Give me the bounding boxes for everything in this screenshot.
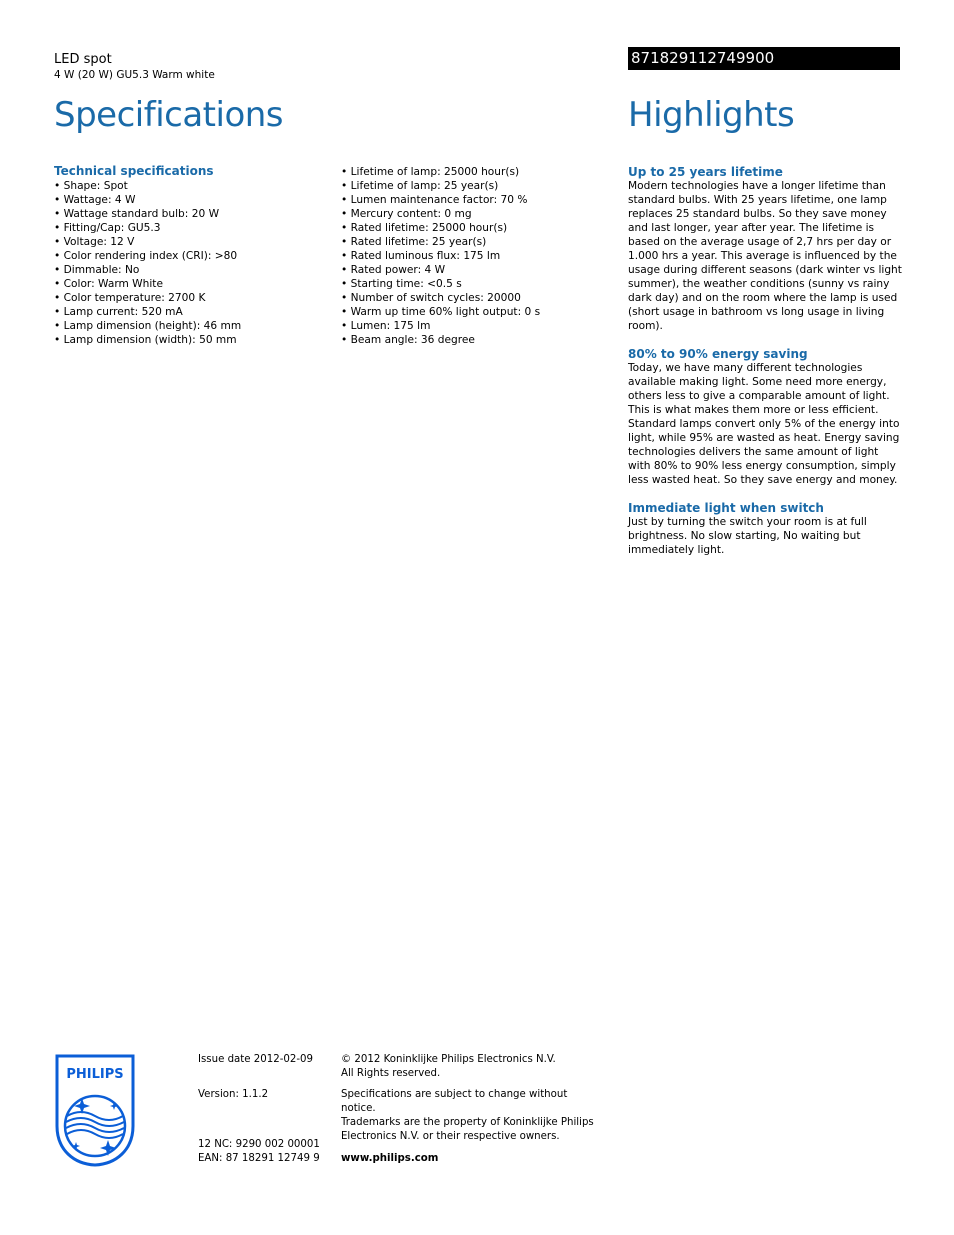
highlight-body: Modern technologies have a longer lifetime than standard bulbs. With 25 years lifetime, one lamp replaces 25 standard bulbs. So they save money and last longer, year after year. The lifetime is based on the average usage of 2,7 hrs per day or 1.000 hrs a year. This average is influenced by the usage during different seasons (dark winter vs light summer), the weather conditions (sunny vs rainy dark day) and on the room where the lamp is used (short usage in bathroom vs long usage in living room). [628, 180, 902, 332]
spec-item: • Mercury content: 0 mg [341, 207, 540, 221]
spec-item: • Rated power: 4 W [341, 263, 540, 277]
product-code-bar: 871829112749900 [628, 47, 900, 70]
copyright-block [341, 1053, 556, 1081]
product-identifiers [198, 1138, 320, 1166]
product-subtitle: 4 W (20 W) GU5.3 Warm white [54, 69, 215, 81]
spec-column-left [54, 164, 241, 347]
spec-item: • Lumen maintenance factor: 70 % [341, 193, 540, 207]
copyright: © 2012 Koninklijke Philips Electronics N.V. [341, 1054, 556, 1065]
spec-list-right [341, 165, 540, 347]
notice-line-2: Trademarks are the property of Koninklijke Philips [341, 1117, 594, 1128]
highlight-body: Just by turning the switch your room is at full brightness. No slow starting, No waiting but immediately light. [628, 516, 867, 556]
spec-item: • Lamp dimension (width): 50 mm [54, 333, 241, 347]
spec-item: • Color: Warm White [54, 277, 241, 291]
website-link[interactable]: www.philips.com [341, 1153, 439, 1164]
technical-specifications-heading: Technical specifications [54, 164, 214, 178]
highlight-item [628, 501, 903, 557]
spec-item: • Rated lifetime: 25 year(s) [341, 235, 540, 249]
product-name: LED spot [54, 52, 112, 67]
spec-column-right [341, 165, 540, 347]
spec-item: • Fitting/Cap: GU5.3 [54, 221, 241, 235]
spec-item: • Voltage: 12 V [54, 235, 241, 249]
nc-number: 12 NC: 9290 002 00001 [198, 1139, 320, 1150]
specifications-title: Specifications [54, 95, 284, 135]
highlight-item [628, 347, 903, 487]
spec-item: • Lifetime of lamp: 25 year(s) [341, 179, 540, 193]
highlight-heading: 80% to 90% energy saving [628, 347, 808, 361]
spec-item: • Color rendering index (CRI): >80 [54, 249, 241, 263]
highlight-body: Today, we have many different technologies available making light. Some need more energy, others less to give a comparable amount of light. This is what makes them more or less efficient. Standard lamps convert only 5% of the energy into light, while 95% are wasted as heat. Energy saving technologies delivers the same amount of light with 80% to 90% less energy consumption, simply less wasted heat. So they save energy and money. [628, 362, 900, 486]
notice-line-3: Electronics N.V. or their respective owners. [341, 1131, 560, 1142]
highlight-heading: Immediate light when switch [628, 501, 824, 515]
spec-item: • Beam angle: 36 degree [341, 333, 540, 347]
spec-item: • Number of switch cycles: 20000 [341, 291, 540, 305]
spec-item: • Warm up time 60% light output: 0 s [341, 305, 540, 319]
highlight-heading: Up to 25 years lifetime [628, 165, 783, 179]
spec-item: • Rated luminous flux: 175 lm [341, 249, 540, 263]
philips-shield-logo [54, 1054, 136, 1167]
notice-line-1: Specifications are subject to change without notice. [341, 1089, 568, 1114]
spec-item: • Wattage standard bulb: 20 W [54, 207, 241, 221]
spec-item: • Rated lifetime: 25000 hour(s) [341, 221, 540, 235]
highlight-item [628, 165, 903, 333]
rights-reserved: All Rights reserved. [341, 1068, 441, 1079]
legal-notice [341, 1088, 601, 1144]
ean-number: EAN: 87 18291 12749 9 [198, 1153, 320, 1164]
version: Version: 1.1.2 [198, 1089, 269, 1100]
spec-list-left [54, 179, 241, 347]
spec-item: • Lifetime of lamp: 25000 hour(s) [341, 165, 540, 179]
philips-wordmark: PHILIPS [66, 1067, 124, 1082]
highlights-column [628, 165, 903, 571]
spec-item: • Lumen: 175 lm [341, 319, 540, 333]
spec-item: • Lamp dimension (height): 46 mm [54, 319, 241, 333]
spec-item: • Starting time: <0.5 s [341, 277, 540, 291]
spec-item: • Shape: Spot [54, 179, 241, 193]
spec-item: • Lamp current: 520 mA [54, 305, 241, 319]
spec-item: • Wattage: 4 W [54, 193, 241, 207]
highlights-title: Highlights [628, 95, 795, 135]
spec-item: • Color temperature: 2700 K [54, 291, 241, 305]
spec-item: • Dimmable: No [54, 263, 241, 277]
issue-date: Issue date 2012-02-09 [198, 1054, 313, 1065]
